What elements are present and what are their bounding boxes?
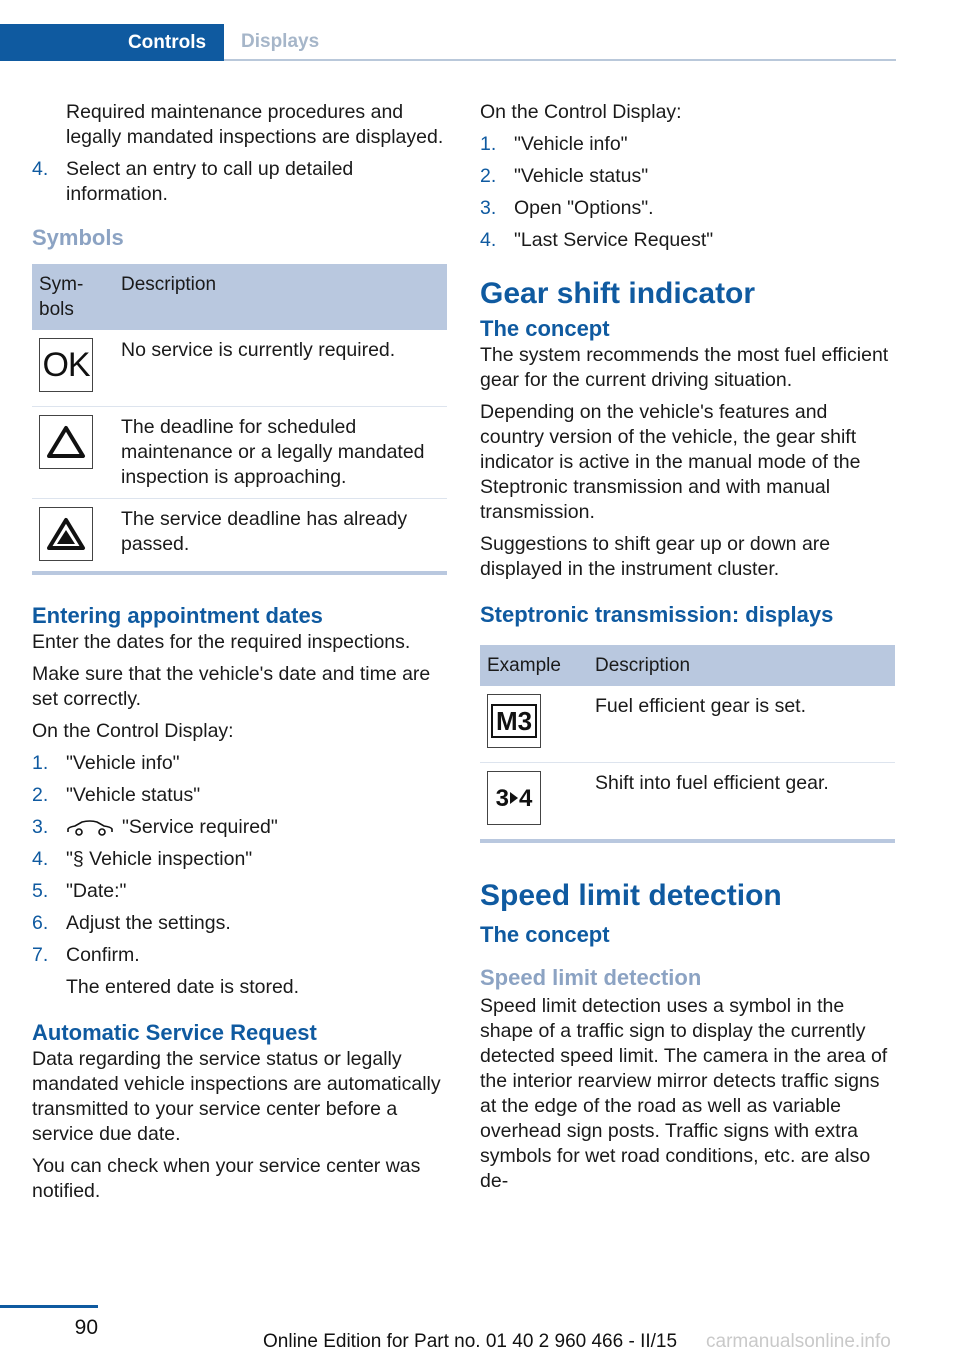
intro-text: Required maintenance procedures and legally mandated inspections are displayed. — [66, 101, 444, 148]
list-item — [480, 164, 895, 189]
list-text: "Date:" — [66, 880, 127, 902]
paragraph: You can check when your service center was notified. — [32, 1155, 421, 1202]
list-number: 4. — [480, 229, 497, 251]
table-row — [480, 763, 895, 842]
list-number: 2. — [32, 784, 49, 806]
table-cell-symbol — [32, 407, 114, 499]
list-item — [32, 943, 447, 968]
table-header-row — [32, 264, 447, 330]
table-header-example: Example — [480, 645, 588, 686]
list-text: "Vehicle info" — [514, 133, 628, 155]
watermark: carmanualsonline.info — [706, 1331, 891, 1352]
list-number: 1. — [32, 752, 49, 774]
step-list-continued — [32, 157, 447, 207]
list-text: "Service required" — [66, 815, 447, 840]
warning-triangle-outline-icon — [39, 415, 93, 469]
list-item — [32, 815, 447, 840]
table-cell-symbol — [32, 499, 114, 574]
table-cell-description: The service deadline has already passed. — [114, 499, 447, 574]
edition-text: Online Edition for Part no. 01 40 2 960 466 - II/15 — [263, 1331, 678, 1352]
symbols-table — [32, 264, 447, 575]
list-item — [32, 879, 447, 904]
paragraph: Make sure that the vehicle's date and time are set correctly. — [32, 663, 431, 710]
list-item — [32, 783, 447, 808]
list-number: 1. — [480, 133, 497, 155]
list-number: 6. — [32, 912, 49, 934]
speed-subheading: Speed limit detection — [480, 965, 702, 990]
list-item — [480, 132, 895, 157]
table-cell-description: No service is currently required. — [114, 330, 447, 407]
table-row — [480, 686, 895, 763]
list-text: "Last Service Request" — [514, 229, 714, 251]
left-column — [32, 100, 447, 1211]
list-text: "Vehicle info" — [66, 752, 180, 774]
warning-triangle-filled-icon — [39, 507, 93, 561]
table-cell-symbol — [480, 763, 588, 842]
table-header-symbols: Sym-bols — [32, 264, 114, 330]
list-item — [32, 847, 447, 872]
gear-m3-icon: M3 — [487, 694, 541, 748]
paragraph: Speed limit detection uses a symbol in the shape of a traffic sign to display the currently detected speed limit. The camera in the area of the interior rearview mirror detects traffic signs at the edge of the road as well as variable overhead sign posts. Traffic signs with extra symbols for wet road conditions, etc. are also de- — [480, 995, 888, 1192]
list-number: 5. — [32, 880, 49, 902]
appointment-steps — [32, 751, 447, 968]
asr-heading: Automatic Service Request — [32, 1020, 317, 1045]
paragraph: On the Control Display: — [480, 101, 682, 123]
list-number: 2. — [480, 165, 497, 187]
list-text: Confirm. — [66, 944, 140, 966]
gear-shift-heading: Gear shift indicator — [480, 277, 756, 310]
list-number: 3. — [32, 816, 49, 838]
paragraph: Suggestions to shift gear up or down are displayed in the instrument cluster. — [480, 533, 831, 580]
table-cell-description: The deadline for scheduled maintenance or a legally mandated inspection is approaching. — [114, 407, 447, 499]
confirm-note: The entered date is stored. — [66, 976, 300, 998]
paragraph: Enter the dates for the required inspections. — [32, 631, 411, 653]
example-table — [480, 645, 895, 843]
table-cell-symbol — [480, 686, 588, 763]
paragraph: Depending on the vehicle's features and country version of the vehicle, the gear shift indicator is active in the manual mode of the Steptronic transmission and with manual transmission. — [480, 401, 861, 523]
ok-icon: OK — [39, 338, 93, 392]
list-number: 3. — [480, 197, 497, 219]
table-row — [32, 407, 447, 499]
list-item — [480, 196, 895, 221]
page-number: 90 — [74, 1316, 98, 1339]
tab-controls[interactable]: Controls — [0, 24, 224, 61]
paragraph: On the Control Display: — [32, 720, 234, 742]
list-item — [32, 911, 447, 936]
list-item — [32, 157, 447, 207]
table-cell-description: Fuel efficient gear is set. — [588, 686, 895, 763]
symbols-heading: Symbols — [32, 225, 124, 250]
list-text: "Vehicle status" — [514, 165, 649, 187]
paragraph: Data regarding the service status or legally mandated vehicle inspections are automatically transmitted to your service center before a service due date. — [32, 1048, 441, 1145]
table-row — [32, 330, 447, 407]
speed-limit-heading: Speed limit detection — [480, 879, 782, 912]
list-text: "Vehicle status" — [66, 784, 201, 806]
list-text: Select an entry to call up detailed information. — [66, 158, 354, 205]
footer-rule — [0, 1305, 98, 1308]
table-cell-symbol — [32, 330, 114, 407]
right-column — [480, 100, 895, 1201]
car-icon — [66, 819, 114, 837]
appointment-heading: Entering appointment dates — [32, 603, 323, 628]
speed-concept-heading: The concept — [480, 922, 610, 947]
step-list — [480, 132, 895, 253]
table-header-description: Description — [588, 645, 895, 686]
list-text: Open "Options". — [514, 197, 654, 219]
concept-heading: The concept — [480, 316, 610, 341]
list-number: 7. — [32, 944, 49, 966]
list-number: 4. — [32, 158, 49, 180]
list-text: Adjust the settings. — [66, 912, 231, 934]
list-item — [480, 228, 895, 253]
table-header-row — [480, 645, 895, 686]
table-header-description: Description — [114, 264, 447, 330]
chapter-tabs — [0, 24, 896, 61]
list-number: 4. — [32, 848, 49, 870]
shift-up-icon: 3 4 — [487, 771, 541, 825]
table-cell-description: Shift into fuel efficient gear. — [588, 763, 895, 842]
tab-displays[interactable]: Displays — [224, 24, 896, 61]
steptronic-heading: Steptronic transmission: displays — [480, 602, 834, 627]
list-text: "§ Vehicle inspection" — [66, 848, 253, 870]
table-row — [32, 499, 447, 574]
paragraph: The system recommends the most fuel efficient gear for the current driving situation. — [480, 344, 889, 391]
list-item — [32, 751, 447, 776]
